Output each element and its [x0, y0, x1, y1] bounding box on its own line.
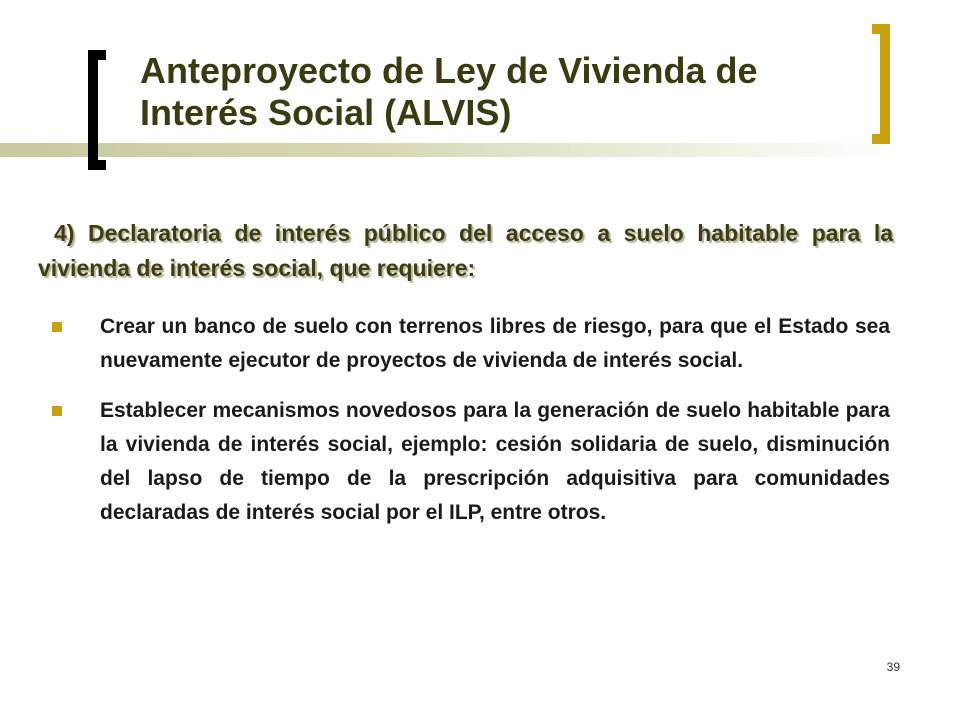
title-decorative-band — [0, 143, 900, 157]
bullet-list — [50, 310, 890, 546]
square-bullet-icon — [52, 322, 62, 332]
page-number: 39 — [886, 660, 900, 674]
slide-title: Anteproyecto de Ley de Vivienda de Interés Social (ALVIS) — [140, 50, 758, 133]
square-bullet-icon — [52, 406, 62, 416]
bullet-text: Establecer mecanismos novedosos para la generación de suelo habitable para la vivienda de interés social, ejemplo: cesión solidaria de suelo, disminución del lapso de tiempo de la prescripción adquisitiva para comunidades declaradas de interés social por el ILP, entre otros. — [100, 399, 890, 524]
bullet-item — [50, 394, 890, 530]
bullet-text: Crear un banco de suelo con terrenos libres de riesgo, para que el Estado sea nuevamente ejecutor de proyectos de vivienda de interés social. — [100, 315, 890, 372]
left-bracket-decoration — [88, 50, 98, 170]
bullet-item — [50, 310, 890, 378]
right-bracket-decoration — [880, 24, 890, 144]
slide-subtitle: 4) Declaratoria de interés público del acceso a suelo habitable para la vivienda de interés social, que requiere: — [38, 220, 893, 281]
